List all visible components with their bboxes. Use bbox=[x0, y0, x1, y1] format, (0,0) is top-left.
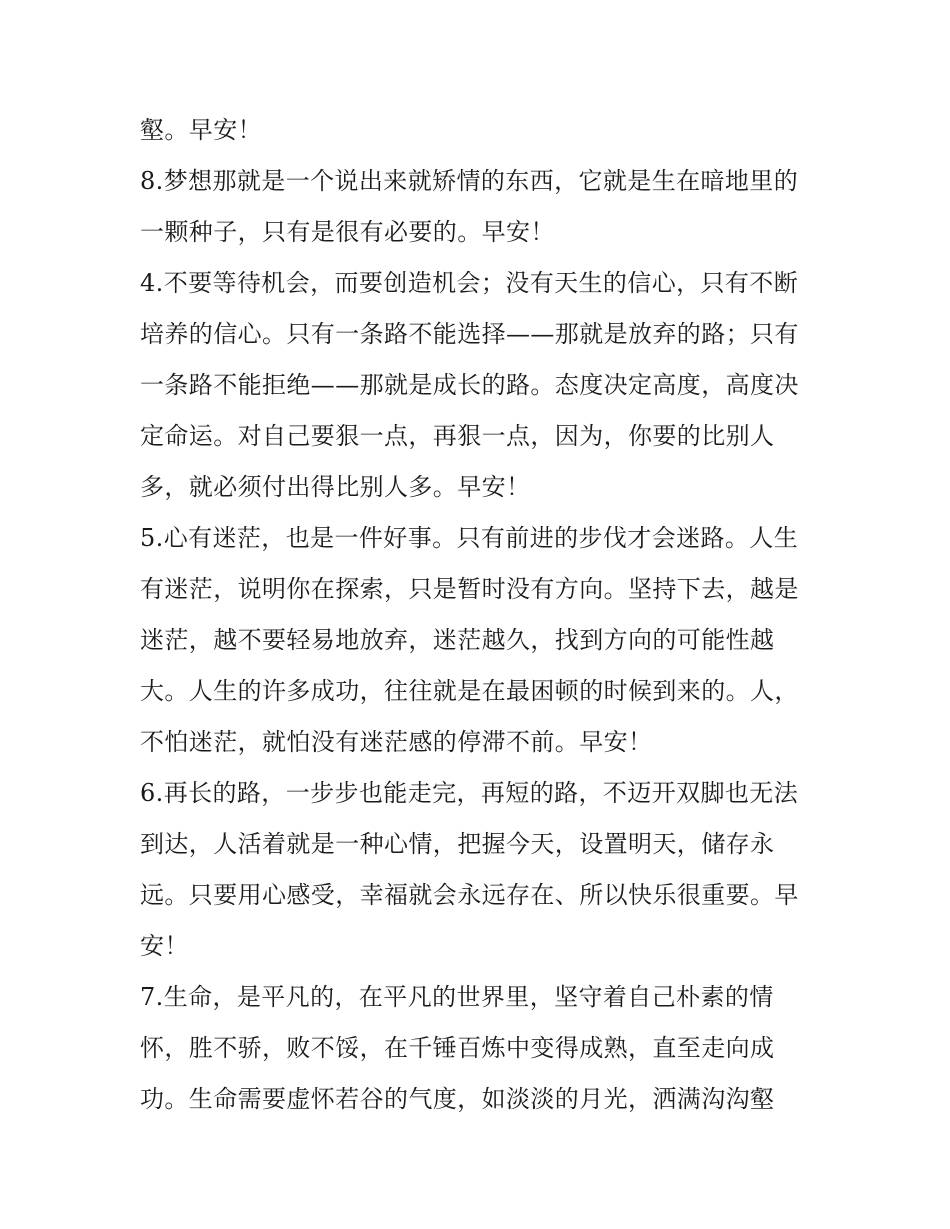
text-line: 迷茫，越不要轻易地放弃，迷茫越久，找到方向的可能性越 bbox=[140, 626, 775, 654]
text-line: 4.不要等待机会，而要创造机会；没有天生的信心，只有不断 bbox=[140, 269, 799, 297]
text-line: 6.再长的路，一步步也能走完，再短的路，不迈开双脚也无法 bbox=[140, 779, 799, 807]
text-line: 多，就必须付出得比别人多。早安！ bbox=[140, 473, 531, 501]
text-line: 不怕迷茫，就怕没有迷茫感的停滞不前。早安！ bbox=[140, 728, 653, 756]
text-line: 5.心有迷茫，也是一件好事。只有前进的步伐才会迷路。人生 bbox=[140, 524, 799, 552]
text-line: 到达，人活着就是一种心情，把握今天，设置明天，储存永 bbox=[140, 830, 775, 858]
text-line: 一颗种子，只有是很有必要的。早安！ bbox=[140, 218, 555, 246]
document-body-text bbox=[140, 105, 820, 1125]
text-line: 功。生命需要虚怀若谷的气度，如淡淡的月光，洒满沟沟壑 bbox=[140, 1085, 775, 1113]
text-line: 7.生命，是平凡的，在平凡的世界里，坚守着自己朴素的情 bbox=[140, 983, 774, 1011]
text-line: 壑。早安！ bbox=[140, 116, 262, 144]
text-line: 安！ bbox=[140, 932, 189, 960]
text-line: 8.梦想那就是一个说出来就矫情的东西，它就是生在暗地里的 bbox=[140, 167, 799, 195]
text-line: 培养的信心。只有一条路不能选择——那就是放弃的路；只有 bbox=[140, 320, 799, 348]
text-line: 怀，胜不骄，败不馁，在千锤百炼中变得成熟，直至走向成 bbox=[140, 1034, 775, 1062]
text-line: 一条路不能拒绝——那就是成长的路。态度决定高度，高度决 bbox=[140, 371, 799, 399]
text-line: 定命运。对自己要狠一点，再狠一点，因为，你要的比别人 bbox=[140, 422, 775, 450]
text-line: 大。人生的许多成功，往往就是在最困顿的时候到来的。人， bbox=[140, 677, 799, 705]
text-line: 有迷茫，说明你在探索，只是暂时没有方向。坚持下去，越是 bbox=[140, 575, 799, 603]
text-line: 远。只要用心感受，幸福就会永远存在、所以快乐很重要。早 bbox=[140, 881, 799, 909]
